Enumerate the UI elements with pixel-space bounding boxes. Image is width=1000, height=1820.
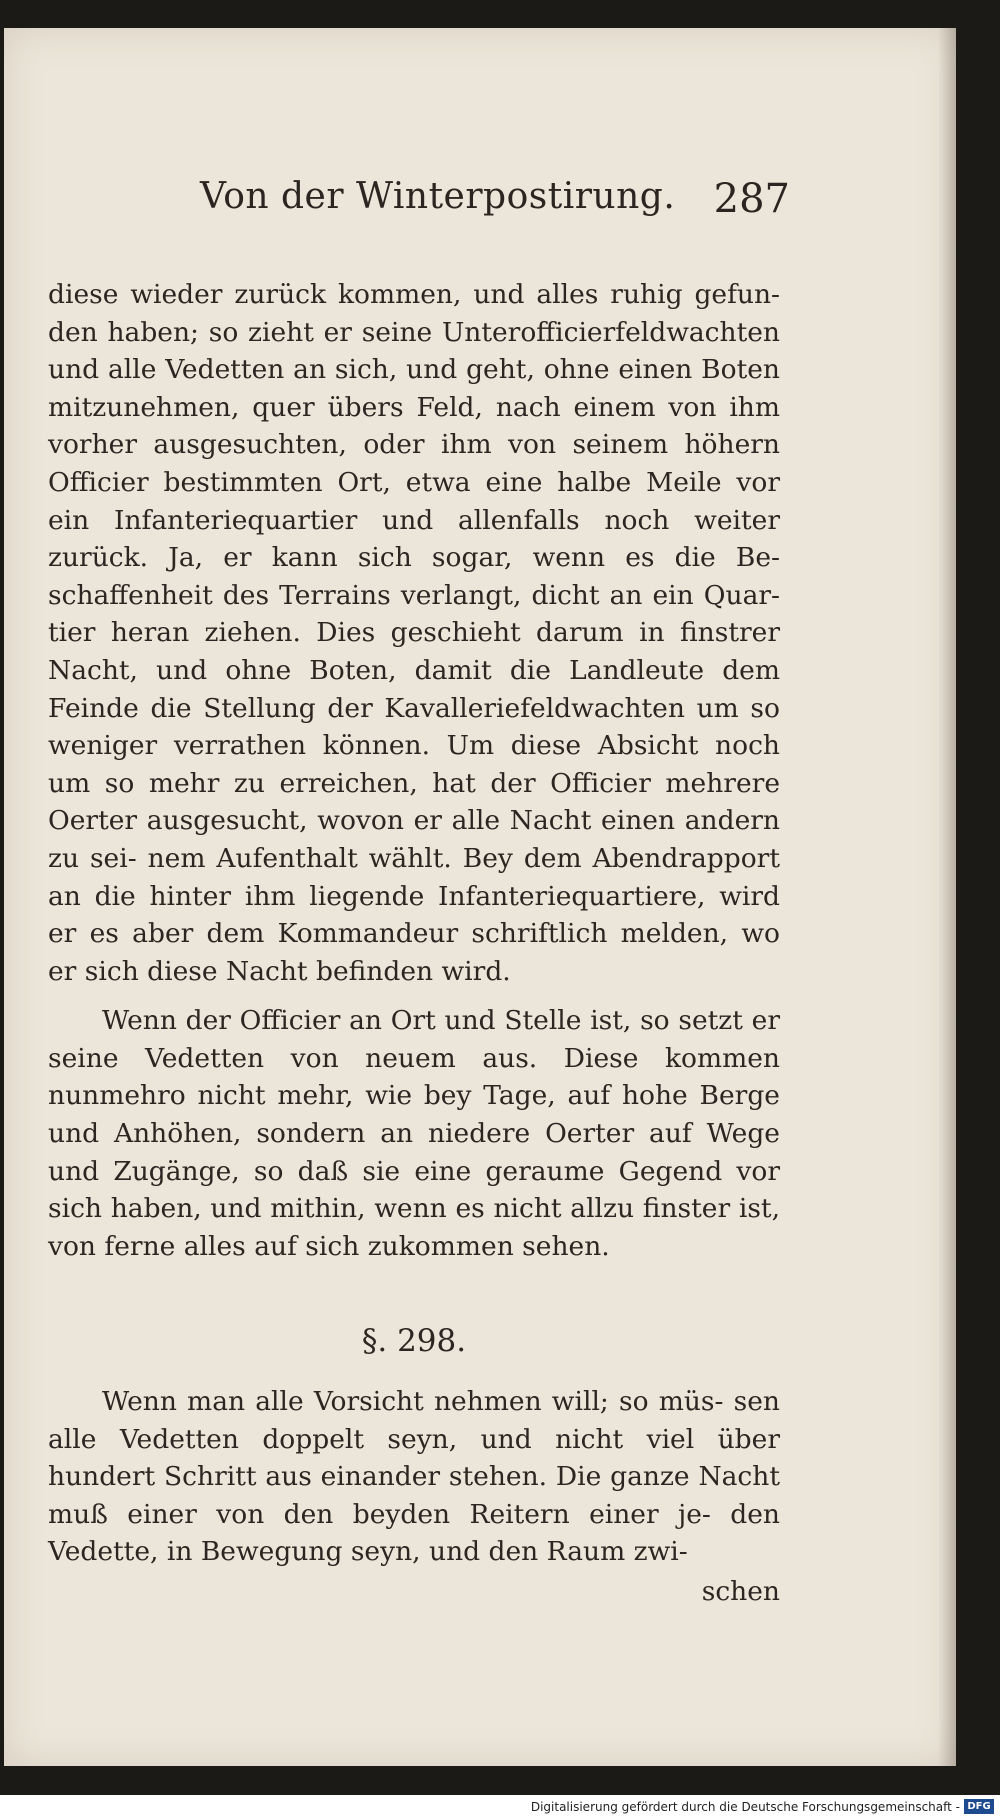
body-text bbox=[48, 276, 780, 1613]
dfg-logo-icon: DFG bbox=[964, 1799, 994, 1814]
page-number: 287 bbox=[713, 176, 790, 222]
catchword: schen bbox=[701, 1576, 780, 1607]
footer-credit: Digitalisierung gefördert durch die Deutsche Forschungsgemeinschaft - bbox=[530, 1800, 960, 1814]
footer-bar bbox=[0, 1795, 1000, 1820]
paragraph: Wenn man alle Vorsicht nehmen will; so müs- sen alle Vedetten doppelt seyn, und nicht viel über hundert Schritt aus einander stehen. Die ganze Nacht muß einer von den beyden Reitern einer je- den Vedette, in Bewegung seyn, und den Raum zwi- bbox=[48, 1386, 780, 1568]
running-title: Von der Winterpostirung. bbox=[200, 176, 676, 217]
book-page bbox=[4, 28, 956, 1766]
running-head bbox=[200, 176, 790, 236]
paragraph-continuation: diese wieder zurück kommen, und alles ruhig gefun- den haben; so zieht er seine Unterofficierfeldwachten und alle Vedetten an sich, und geht, ohne einen Boten mitzunehmen, quer übers Feld, nach einem von ihm vorher ausgesuchten, oder ihm von seinem höhern Officier bestimmten Ort, etwa eine halbe Meile vor ein Infanteriequartier und allenfalls noch weiter zurück. Ja, er kann sich sogar, wenn es die Be- schaffenheit des Terrains verlangt, dicht an ein Quar- tier heran ziehen. Dies geschieht darum in finstrer Nacht, und ohne Boten, damit die Landleute dem Feinde die Stellung der Kavalleriefeldwachten um so weniger verrathen können. Um diese Absicht noch um so mehr zu erreichen, hat der Officier mehrere Oerter ausgesucht, wovon er alle Nacht einen andern zu sei- nem Aufenthalt wählt. Bey dem Abendrapport an die hinter ihm liegende Infanteriequartiere, wird er es aber dem Kommandeur schriftlich melden, wo er sich diese Nacht befinden wird. bbox=[48, 279, 780, 987]
page-edge-shadow bbox=[938, 28, 956, 1766]
catchword-line bbox=[48, 1573, 780, 1613]
paragraph: Wenn der Officier an Ort und Stelle ist, so setzt er seine Vedetten von neuem aus. Diese kommen nunmehro nicht mehr, wie bey Tage, auf hohe Berge und Anhöhen, sondern an niedere Oerter auf Wege und Zugänge, so daß sie eine geraume Gegend vor sich haben, und mithin, wenn es nicht allzu finster ist, von ferne alles auf sich zukommen sehen. bbox=[48, 1005, 780, 1262]
section-number: §. 298. bbox=[361, 1323, 467, 1360]
